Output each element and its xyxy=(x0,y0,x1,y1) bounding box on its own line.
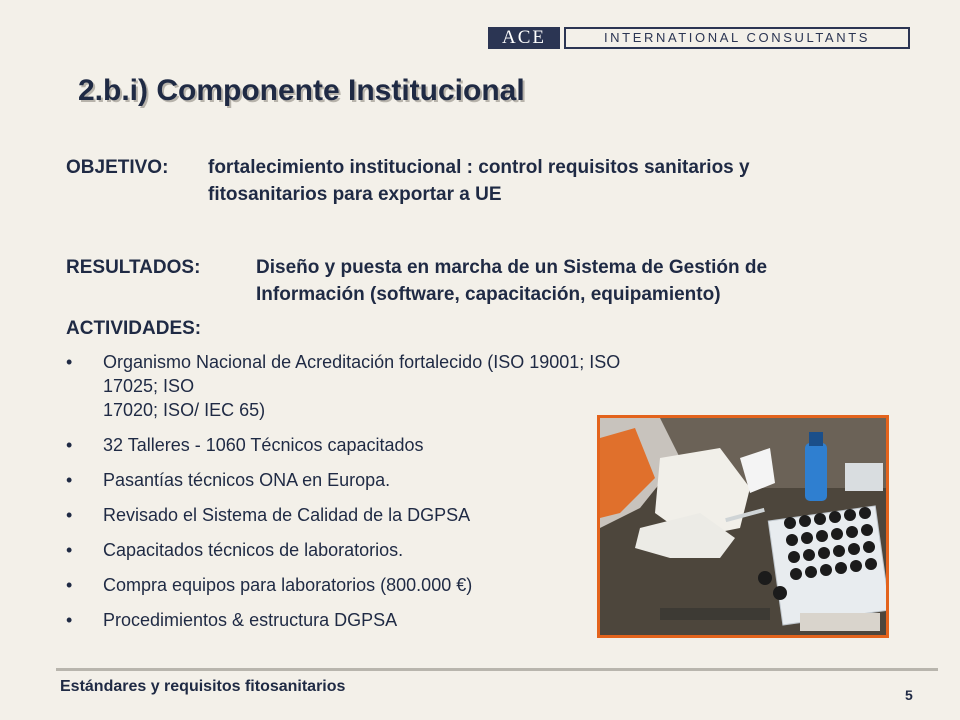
list-item: • Revisado el Sistema de Calidad de la DGPSA xyxy=(66,505,471,525)
list-item: • Compra equipos para laboratorios (800.000 €) xyxy=(66,575,473,595)
objetivo-text xyxy=(208,154,750,208)
list-item: • Procedimientos & estructura DGPSA xyxy=(66,610,398,630)
laboratory-photo xyxy=(597,415,889,638)
footer-title: Estándares y requisitos fitosanitarios xyxy=(60,678,346,695)
footer-divider xyxy=(56,668,938,671)
list-item: • Capacitados técnicos de laboratorios. xyxy=(66,540,404,560)
resultados-label: RESULTADOS: xyxy=(66,257,201,278)
page-number: 5 xyxy=(905,687,913,703)
logo-ace-block: ACE xyxy=(488,27,560,49)
objetivo-line-1: fortalecimiento institucional : control requisitos sanitarios y xyxy=(208,157,750,178)
list-item: • Organismo Nacional de Acreditación fortalecido (ISO 19001; ISO 17025; ISO 17020; ISO/ IEC 65) xyxy=(66,352,621,420)
objetivo-label: OBJETIVO: xyxy=(66,157,169,178)
resultados-text xyxy=(256,254,767,308)
ace-logo xyxy=(488,27,910,49)
resultados-line-2: Información (software, capacitación, equipamiento) xyxy=(256,284,721,305)
resultados-line-1: Diseño y puesta en marcha de un Sistema de Gestión de xyxy=(256,257,768,278)
actividades-list xyxy=(66,350,626,643)
list-item: • Pasantías técnicos ONA en Europa. xyxy=(66,470,391,490)
slide-title: 2.b.i) Componente Institucional xyxy=(78,74,525,107)
objetivo-line-2: fitosanitarios para exportar a UE xyxy=(208,184,502,205)
list-item: • 32 Talleres - 1060 Técnicos capacitados xyxy=(66,435,424,455)
actividades-label: ACTIVIDADES: xyxy=(66,318,202,339)
logo-company-name: INTERNATIONAL CONSULTANTS xyxy=(564,27,910,49)
